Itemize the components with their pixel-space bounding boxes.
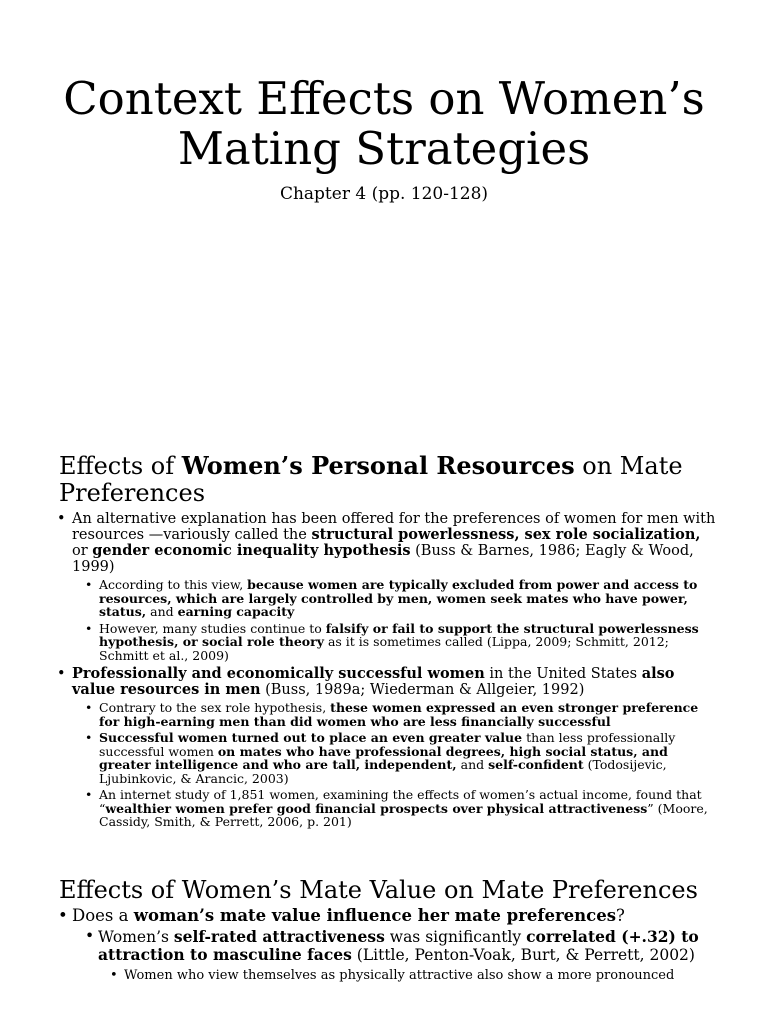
text-run: on Mate Preferences	[59, 452, 683, 507]
list-item	[0, 907, 768, 925]
text-run: ” (Moore, Cassidy, Smith, & Perrett, 2006, p. 201)	[99, 800, 708, 829]
text-run: (Buss & Barnes, 1986; Eagly & Wood, 1999)	[72, 543, 694, 575]
text-run: An alternative explanation has been offered for the preferences of women for men with resources —variously called the	[72, 511, 716, 543]
text-run: ?	[616, 906, 625, 925]
bold-text: Women’s Personal Resources	[181, 451, 575, 480]
list-item	[0, 666, 768, 698]
bold-text: structural powerlessness, sex role socialization,	[311, 526, 701, 543]
bold-text: Successful women turned out to place an even greater value	[99, 730, 523, 745]
bullet-list	[0, 511, 768, 829]
text-run: was significantly	[384, 928, 527, 946]
text-run: (Buss, 1989a; Wiederman & Allgeier, 1992)	[260, 682, 585, 698]
bold-text: wealthier women prefer good financial prospects over physical attractiveness	[105, 800, 648, 816]
text-run: and	[146, 604, 178, 619]
slide-subtitle: Chapter 4 (pp. 120-128)	[279, 184, 489, 204]
text-run: Women’s	[98, 928, 174, 946]
bold-text: also value resources in men	[72, 665, 675, 698]
text-run: Women who view themselves as physically attractive also show a more pronounced	[124, 968, 675, 983]
text-run: as it is sometimes called (Lippa, 2009; Schmitt, 2012; Schmitt et al., 2009)	[99, 634, 669, 663]
sub-list-item	[0, 731, 768, 785]
text-run: in the United States	[484, 666, 642, 682]
sub-list-item	[0, 578, 768, 619]
slide-heading	[0, 877, 768, 904]
text-run: Effects of	[59, 452, 182, 480]
bold-text: self-confident	[488, 757, 584, 772]
bold-text: earning capacity	[177, 604, 295, 619]
bullet-list	[0, 907, 768, 983]
slide-title: Context Effects on Women’s Mating Strategies	[63, 72, 705, 175]
text-run: or	[72, 543, 93, 559]
text-run: than less professionally successful women	[99, 730, 676, 759]
bold-text: falsify or fail to support the structural powerlessness hypothesis, or social role theory	[99, 620, 699, 649]
bold-text: Professionally and economically successful women	[72, 665, 485, 682]
sub-list-item	[0, 701, 768, 728]
text-run: Contrary to the sex role hypothesis,	[99, 700, 331, 715]
sub-sub-list-item	[0, 968, 768, 983]
bold-text: correlated (+.32) to attraction to masculine faces	[98, 927, 699, 964]
bold-text: self-rated attractiveness	[173, 927, 385, 946]
text-run: Effects of Women’s Mate Value on Mate Preferences	[59, 876, 698, 904]
text-run: (Todosijevic, Ljubinkovic, & Arancic, 2003)	[99, 757, 667, 786]
bold-text: gender economic inequality hypothesis	[92, 542, 411, 559]
slide-personal-resources	[0, 452, 768, 829]
bold-text: on mates who have professional degrees, high social status, and greater intelligence and who are tall, independent,	[99, 743, 668, 772]
text-run: and	[456, 757, 489, 772]
bold-text: because women are typically excluded from power and access to resources, which are largely controlled by men, women seek mates who have power, status,	[99, 577, 698, 619]
sub-list-item	[0, 622, 768, 663]
sub-list-item	[0, 928, 768, 964]
title-slide	[0, 0, 768, 300]
bold-text: these women expressed an even stronger preference for high-earning men than did women who are less financially successful	[99, 700, 699, 729]
sub-list-item	[0, 788, 768, 829]
text-run: However, many studies continue to	[99, 620, 326, 636]
text-run: (Little, Penton-Voak, Burt, & Perrett, 2002)	[351, 946, 695, 964]
text-run: According to this view,	[99, 577, 248, 592]
bold-text: woman’s mate value influence her mate preferences	[133, 906, 616, 925]
slide-mate-value	[0, 877, 768, 983]
text-run: An internet study of 1,851 women, examining the effects of women’s actual income, found that “	[99, 787, 702, 816]
list-item	[0, 511, 768, 575]
slide-heading	[0, 452, 768, 507]
text-run: Does a	[72, 906, 134, 925]
